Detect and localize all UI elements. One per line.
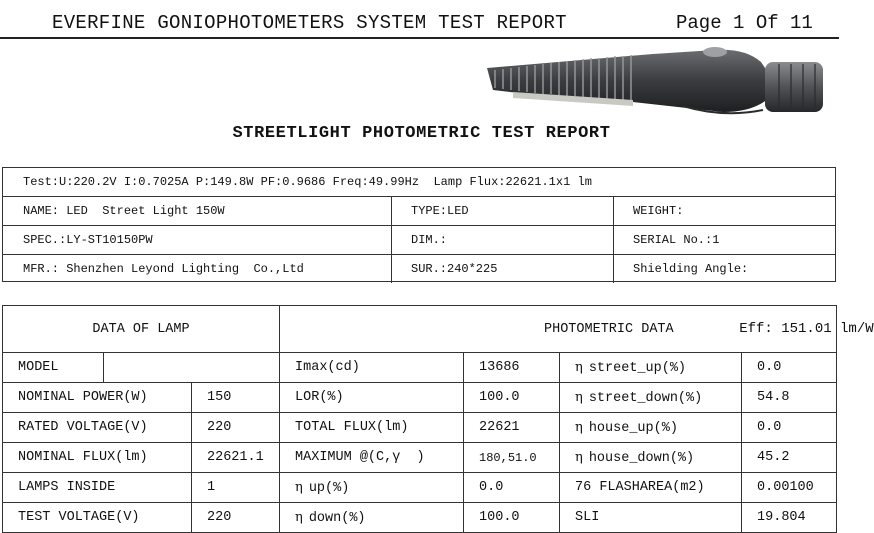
eta-symbol: η (295, 509, 303, 525)
lamp-value: 22621.1 (192, 443, 280, 473)
eta-symbol: η (295, 479, 303, 495)
photo-label-2-text: house_down(%) (588, 450, 695, 466)
lamp-info-box (2, 167, 836, 282)
test-conditions: Test:U:220.2V I:0.7025A P:149.8W PF:0.9686 Freq:49.99Hz Lamp Flux:22621.1x1 lm (23, 175, 592, 189)
info-row-2 (3, 225, 835, 254)
photo-label-2 (560, 353, 742, 383)
table-row (3, 473, 837, 503)
photo-value-2: 0.0 (742, 413, 837, 443)
lamp-value: 220 (192, 413, 280, 443)
lamp-label: MODEL (3, 353, 104, 383)
eta-symbol: η (575, 419, 583, 435)
report-header (0, 0, 839, 40)
photo-value: 100.0 (464, 383, 560, 413)
lamp-label: RATED VOLTAGE(V) (3, 413, 192, 443)
streetlight-product-image (483, 40, 831, 120)
info-row-1 (3, 196, 835, 225)
table-header-row (3, 306, 837, 353)
photo-value: 180,51.0 (464, 443, 560, 473)
lamp-dim: DIM.: (411, 233, 448, 247)
lamp-value: 220 (192, 503, 280, 533)
photo-label-text: down(%) (308, 510, 366, 526)
photo-label: TOTAL FLUX(lm) (280, 413, 464, 443)
eta-symbol: η (575, 359, 583, 375)
table-row (3, 503, 837, 533)
lamp-label: NOMINAL POWER(W) (3, 383, 192, 413)
lamp-weight: WEIGHT: (633, 204, 684, 218)
photo-label-2-text: street_down(%) (588, 390, 703, 406)
report-title: STREETLIGHT PHOTOMETRIC TEST REPORT (232, 124, 611, 143)
table-row (3, 353, 837, 383)
efficacy: Eff: 151.01 lm/W (739, 321, 874, 337)
manufacturer: MFR.: Shenzhen Leyond Lighting Co.,Ltd (23, 262, 304, 276)
table-row (3, 413, 837, 443)
info-row-3 (3, 254, 835, 283)
photo-label-2-text: house_up(%) (588, 420, 678, 436)
photo-value-2: 0.00100 (742, 473, 837, 503)
lamp-name: NAME: LED Street Light 150W (23, 204, 225, 218)
photo-value-2: 54.8 (742, 383, 837, 413)
photo-value: 22621 (464, 413, 560, 443)
photometric-data-table (2, 305, 874, 533)
lamp-label: TEST VOLTAGE(V) (3, 503, 192, 533)
header-title: EVERFINE GONIOPHOTOMETERS SYSTEM TEST REPORT (52, 12, 567, 34)
lamp-data-title: DATA OF LAMP (3, 306, 280, 353)
table-row (3, 383, 837, 413)
photo-label (280, 503, 464, 533)
test-conditions-row (3, 168, 835, 196)
photo-label: MAXIMUM @(C,γ ) (280, 443, 464, 473)
lamp-spec: SPEC.:LY-ST10150PW (23, 233, 153, 247)
photo-label: Imax(cd) (280, 353, 464, 383)
photometric-data-title: PHOTOMETRIC DATA (544, 322, 674, 337)
lamp-value: 1 (192, 473, 280, 503)
eta-symbol: η (575, 449, 583, 465)
lamp-label: NOMINAL FLUX(lm) (3, 443, 192, 473)
photometric-data-header (280, 306, 874, 353)
photo-label-2: SLI (560, 503, 742, 533)
lamp-type: TYPE:LED (411, 204, 469, 218)
lamp-label: LAMPS INSIDE (3, 473, 192, 503)
lamp-value (104, 353, 280, 383)
photo-label (280, 473, 464, 503)
photo-value-2: 19.804 (742, 503, 837, 533)
photo-label-2-text: street_up(%) (588, 360, 687, 376)
photo-label-2 (560, 383, 742, 413)
photo-label-2: 76 FLASHAREA(m2) (560, 473, 742, 503)
surface: SUR.:240*225 (411, 262, 498, 276)
photo-label-text: up(%) (308, 480, 350, 496)
photo-label: LOR(%) (280, 383, 464, 413)
page-indicator: Page 1 Of 11 (676, 12, 813, 34)
photo-label-2 (560, 443, 742, 473)
shielding-angle: Shielding Angle: (633, 262, 749, 276)
table-row (3, 443, 837, 473)
photo-value: 0.0 (464, 473, 560, 503)
photo-value-2: 0.0 (742, 353, 837, 383)
header-divider (0, 37, 839, 39)
eta-symbol: η (575, 389, 583, 405)
photo-label-2 (560, 413, 742, 443)
photo-value-2: 45.2 (742, 443, 837, 473)
photo-value: 13686 (464, 353, 560, 383)
serial-number: SERIAL No.:1 (633, 233, 720, 247)
photo-value: 100.0 (464, 503, 560, 533)
lamp-value: 150 (192, 383, 280, 413)
